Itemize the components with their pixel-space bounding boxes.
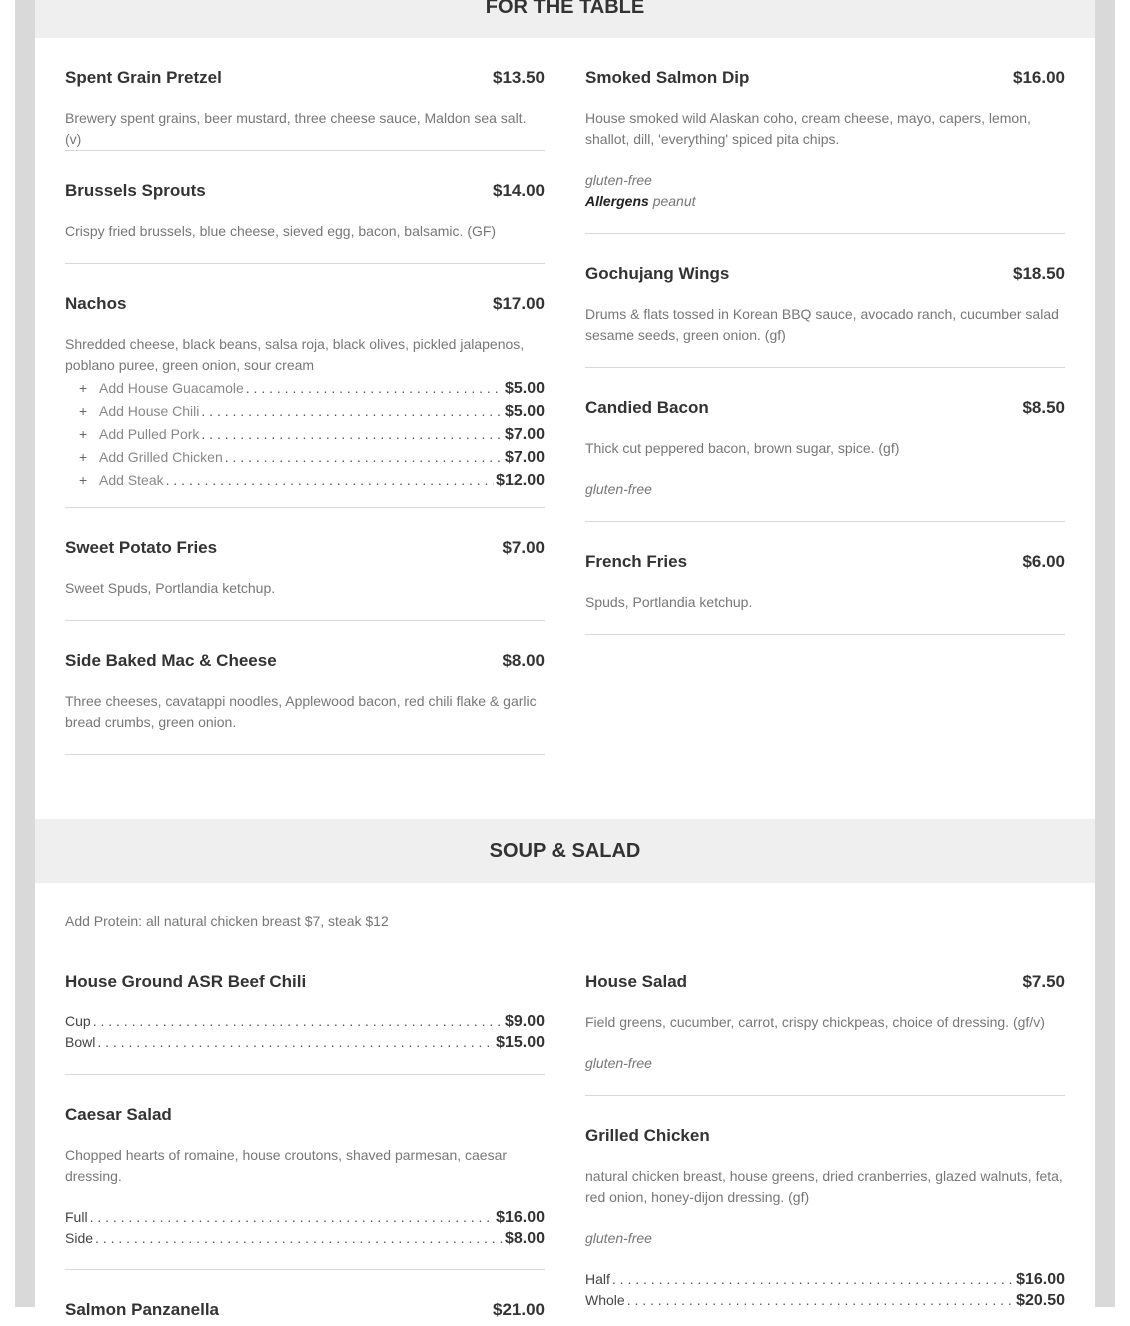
addon-row[interactable] bbox=[65, 400, 545, 423]
dot-leader bbox=[612, 1269, 1014, 1290]
item-name: Candied Bacon bbox=[585, 398, 709, 417]
menu-item-grilled-chicken[interactable] bbox=[585, 1096, 1065, 1326]
item-description: Shredded cheese, black beans, salsa roja, black olives, pickled jalapenos, poblano puree, green onion, sour cream bbox=[65, 336, 525, 373]
size-label: Cup bbox=[65, 1013, 91, 1029]
addon-row[interactable] bbox=[65, 446, 545, 469]
item-name: Caesar Salad bbox=[65, 1105, 172, 1124]
item-price: $8.00 bbox=[502, 651, 545, 670]
menu-item-side-baked-mac-cheese[interactable] bbox=[65, 621, 545, 755]
allergens-value: peanut bbox=[652, 193, 696, 209]
dot-leader bbox=[93, 1011, 503, 1032]
item-price: $6.00 bbox=[1022, 552, 1065, 571]
item-name: House Salad bbox=[585, 972, 688, 991]
allergens-label: Allergens bbox=[585, 193, 649, 209]
menu-item-french-fries[interactable] bbox=[585, 522, 1065, 635]
addon-price: $5.00 bbox=[504, 380, 545, 397]
addon-price: $12.00 bbox=[496, 472, 545, 489]
addon-row[interactable] bbox=[65, 423, 545, 446]
size-list bbox=[65, 1207, 545, 1249]
plus-icon: + bbox=[79, 449, 88, 465]
item-description: Drums & flats tossed in Korean BBQ sauce, avocado ranch, cucumber salad sesame seeds, green onion. (gf) bbox=[585, 306, 1059, 343]
addon-price: $7.00 bbox=[504, 449, 545, 466]
addon-row[interactable] bbox=[65, 469, 545, 492]
menu-item-salmon-panzanella[interactable] bbox=[65, 1270, 545, 1319]
addon-label: Add House Guacamole bbox=[99, 380, 244, 396]
size-row[interactable] bbox=[65, 1228, 545, 1249]
size-label: Side bbox=[65, 1230, 94, 1246]
item-price: $14.00 bbox=[493, 181, 545, 200]
item-name: Nachos bbox=[65, 294, 127, 313]
item-description: Crispy fried brussels, blue cheese, sieved egg, bacon, balsamic. (GF) bbox=[65, 223, 497, 239]
menu-item-smoked-salmon-dip[interactable] bbox=[585, 68, 1065, 234]
menu-item-caesar-salad[interactable] bbox=[65, 1075, 545, 1270]
addon-label: Add Steak bbox=[99, 472, 164, 488]
item-description: Field greens, cucumber, carrot, crispy chickpeas, choice of dressing. (gf/v) bbox=[585, 1014, 1045, 1030]
item-name: Brussels Sprouts bbox=[65, 181, 206, 200]
soup-salad-left-column bbox=[65, 972, 545, 1319]
size-row[interactable] bbox=[585, 1269, 1065, 1290]
section-header-soup-salad bbox=[35, 819, 1095, 883]
addon-price: $7.00 bbox=[504, 426, 545, 443]
addon-label: Add House Chili bbox=[99, 403, 200, 419]
dot-leader bbox=[166, 469, 494, 491]
item-description: Chopped hearts of romaine, house croutons, shaved parmesan, caesar dressing. bbox=[65, 1147, 508, 1184]
menu-item-house-salad[interactable] bbox=[585, 972, 1065, 1096]
item-name: Gochujang Wings bbox=[585, 264, 730, 283]
menu-item-gochujang-wings[interactable] bbox=[585, 234, 1065, 368]
item-name: Smoked Salmon Dip bbox=[585, 68, 750, 87]
size-label: Bowl bbox=[65, 1034, 96, 1050]
item-price: $7.50 bbox=[1022, 972, 1065, 991]
menu-item-spent-grain-pretzel[interactable] bbox=[65, 68, 545, 151]
item-description: Thick cut peppered bacon, brown sugar, spice. (gf) bbox=[585, 440, 900, 456]
section-title: SOUP & SALAD bbox=[489, 840, 641, 862]
size-list bbox=[65, 1011, 545, 1053]
menu-item-house-ground-beef-chili[interactable] bbox=[65, 972, 545, 1075]
item-price: $18.50 bbox=[1013, 264, 1065, 283]
menu-item-brussels-sprouts[interactable] bbox=[65, 151, 545, 264]
size-price: $9.00 bbox=[504, 1013, 545, 1030]
menu-item-candied-bacon[interactable] bbox=[585, 368, 1065, 522]
addon-label: Add Grilled Chicken bbox=[99, 449, 223, 465]
item-description: Brewery spent grains, beer mustard, three cheese sauce, Maldon sea salt. (v) bbox=[65, 110, 527, 147]
menu-item-sweet-potato-fries[interactable] bbox=[65, 508, 545, 621]
plus-icon: + bbox=[79, 426, 88, 442]
size-price: $16.00 bbox=[496, 1209, 545, 1226]
size-row[interactable] bbox=[65, 1011, 545, 1032]
size-row[interactable] bbox=[65, 1207, 545, 1228]
dot-leader bbox=[95, 1228, 503, 1249]
item-description: natural chicken breast, house greens, dried cranberries, glazed walnuts, feta, red onion, honey-dijon dressing. (gf) bbox=[585, 1168, 1063, 1205]
addon-list bbox=[65, 377, 545, 492]
item-name: French Fries bbox=[585, 552, 688, 571]
size-label: Whole bbox=[585, 1292, 625, 1308]
size-label: Full bbox=[65, 1209, 88, 1225]
menu-item-nachos[interactable] bbox=[65, 264, 545, 508]
item-name: Spent Grain Pretzel bbox=[65, 68, 222, 87]
soup-salad-right-column bbox=[585, 972, 1065, 1326]
protein-note: Add Protein: all natural chicken breast $7, steak $12 bbox=[65, 913, 389, 929]
dot-leader bbox=[627, 1290, 1014, 1311]
size-row[interactable] bbox=[65, 1032, 545, 1053]
dot-leader bbox=[225, 446, 503, 468]
for-the-table-right-column bbox=[585, 68, 1065, 635]
item-description: Three cheeses, cavatappi noodles, Applewood bacon, red chili flake & garlic bread crumbs, green onion. bbox=[65, 693, 537, 730]
dietary-tag: gluten-free bbox=[585, 1230, 652, 1246]
dietary-tag: gluten-free bbox=[585, 1055, 652, 1071]
item-price: $17.00 bbox=[493, 294, 545, 313]
dietary-tag: gluten-free bbox=[585, 481, 652, 497]
item-price: $8.50 bbox=[1022, 398, 1065, 417]
size-row[interactable] bbox=[585, 1290, 1065, 1311]
item-name: Side Baked Mac & Cheese bbox=[65, 651, 277, 670]
item-name: Salmon Panzanella bbox=[65, 1300, 219, 1319]
addon-label: Add Pulled Pork bbox=[99, 426, 200, 442]
size-list bbox=[585, 1269, 1065, 1311]
dietary-tag: gluten-free bbox=[585, 172, 652, 188]
item-description: Sweet Spuds, Portlandia ketchup. bbox=[65, 580, 276, 596]
item-description: House smoked wild Alaskan coho, cream cheese, mayo, capers, lemon, shallot, dill, 'everything' spiced pita chips. bbox=[585, 110, 1031, 147]
plus-icon: + bbox=[79, 403, 88, 419]
item-price: $7.00 bbox=[502, 538, 545, 557]
section-title: FOR THE TABLE bbox=[485, 0, 645, 18]
item-price: $16.00 bbox=[1013, 68, 1065, 87]
dot-leader bbox=[90, 1207, 495, 1228]
item-description: Spuds, Portlandia ketchup. bbox=[585, 594, 753, 610]
item-price: $21.00 bbox=[493, 1300, 545, 1319]
dot-leader bbox=[201, 400, 503, 422]
size-price: $16.00 bbox=[1016, 1271, 1065, 1288]
size-price: $20.50 bbox=[1016, 1292, 1065, 1309]
allergens-line bbox=[585, 191, 1065, 212]
section-header-for-the-table bbox=[35, 0, 1095, 38]
for-the-table-left-column bbox=[65, 68, 545, 755]
plus-icon: + bbox=[79, 380, 88, 396]
size-price: $15.00 bbox=[496, 1034, 545, 1051]
size-label: Half bbox=[585, 1271, 610, 1287]
addon-price: $5.00 bbox=[504, 403, 545, 420]
addon-row[interactable] bbox=[65, 377, 545, 400]
item-price: $13.50 bbox=[493, 68, 545, 87]
item-name: Grilled Chicken bbox=[585, 1126, 710, 1145]
size-price: $8.00 bbox=[504, 1230, 545, 1247]
dot-leader bbox=[246, 377, 503, 399]
item-name: Sweet Potato Fries bbox=[65, 538, 218, 557]
plus-icon: + bbox=[79, 472, 88, 488]
dot-leader bbox=[97, 1032, 494, 1053]
dot-leader bbox=[201, 423, 503, 445]
item-name: House Ground ASR Beef Chili bbox=[65, 972, 307, 991]
